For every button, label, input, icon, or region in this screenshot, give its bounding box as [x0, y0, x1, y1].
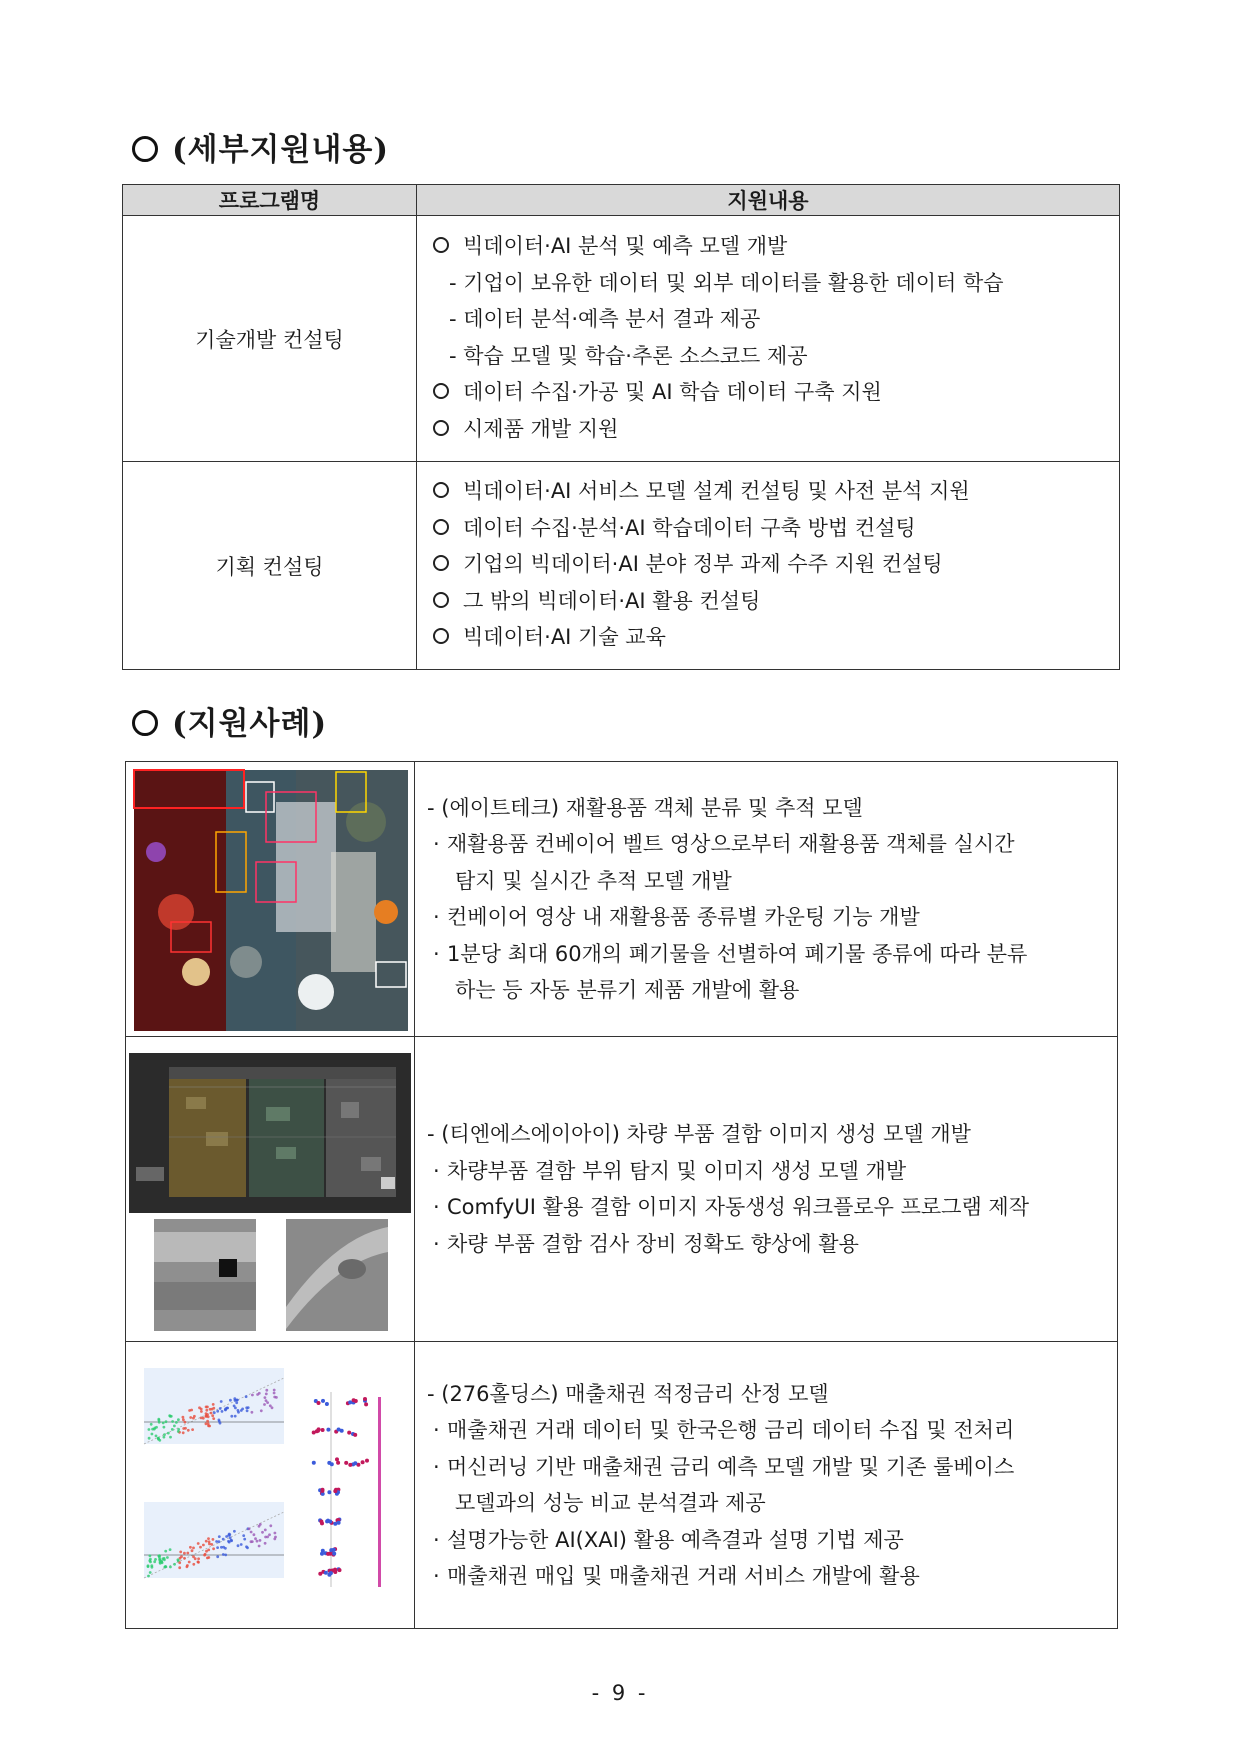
decorative-dot [157, 1555, 160, 1558]
dot-bullet-icon: · [433, 1195, 440, 1219]
decorative-dot [215, 1540, 218, 1543]
list-item-text: 데이터 수집·분석·AI 학습데이터 구축 방법 컨설팅 [463, 515, 916, 540]
ring-bullet-icon [433, 628, 449, 644]
decorative-dot [189, 1416, 192, 1419]
decorative-dot [211, 1408, 214, 1411]
decorative-dot [197, 1542, 200, 1545]
decorative-dot [235, 1401, 238, 1404]
decorative-dot [169, 1548, 172, 1551]
decorative-dot [324, 1571, 328, 1575]
decorative-dot [219, 1422, 222, 1425]
decorative-dot [250, 1531, 253, 1534]
case-description [415, 762, 1118, 1037]
decorative-dot [216, 1410, 219, 1413]
decorative-dot [171, 1420, 174, 1423]
decorative-dot [236, 1399, 239, 1402]
decorative-dot [149, 1554, 152, 1557]
decorative-dot [188, 1561, 191, 1564]
decorative-dot [205, 1540, 208, 1543]
case-detail-continuation: 모델과의 성능 비교 분석결과 제공 [455, 1491, 766, 1515]
decorative-dot [167, 1432, 170, 1435]
decorative-dot [317, 1401, 321, 1405]
decorative-dot [168, 1414, 171, 1417]
decorative-dot [241, 1408, 244, 1411]
decorative-dot [256, 1393, 259, 1396]
decorative-dot [338, 1568, 342, 1572]
decorative-dot [265, 1393, 268, 1396]
sub-item: - 학습 모델 및 학습·추론 소스코드 제공 [449, 343, 808, 368]
decorative-dot [173, 1425, 176, 1428]
decorative-dot [248, 1527, 251, 1530]
decorative-dot [234, 1415, 237, 1418]
decorative-dot [197, 1561, 200, 1564]
decorative-dot [173, 1563, 176, 1566]
decorative-dot [155, 1435, 158, 1438]
decorative-dot [148, 1437, 151, 1440]
table-row [126, 1342, 1118, 1629]
dot-bullet-icon: · [433, 1564, 440, 1588]
dot-bullet-icon: · [433, 1418, 440, 1442]
decorative-dot [274, 1536, 277, 1539]
ring-bullet-icon [433, 482, 449, 498]
decorative-dot [328, 1520, 332, 1524]
decorative-dot [186, 1552, 189, 1555]
case-image-cell [126, 762, 415, 1037]
decorative-dot [206, 1420, 209, 1423]
decorative-dot [162, 1422, 165, 1425]
decorative-dot [259, 1539, 262, 1542]
decorative-dot [321, 1488, 325, 1492]
case-detail [427, 899, 1107, 936]
decorative-dot [264, 1529, 267, 1532]
decorative-dot [269, 1404, 272, 1407]
recycling-detection-image [126, 762, 414, 1034]
decorative-dot [164, 1565, 167, 1568]
decorative-dot [229, 1399, 232, 1402]
heading-text: (세부지원내용) [172, 132, 390, 168]
list-item-text: 그 밖의 빅데이터·AI 활용 컨설팅 [463, 588, 761, 613]
dot-bullet-icon: · [433, 905, 440, 929]
case-title: - (에이트테크) 재활용품 객체 분류 및 추적 모델 [427, 795, 863, 820]
decorative-dot [273, 1392, 276, 1395]
list-item-text: 빅데이터·AI 분석 및 예측 모델 개발 [463, 234, 788, 258]
decorative-dot [218, 1535, 221, 1538]
decorative-dot [210, 1543, 213, 1546]
dot-bullet-icon: · [433, 1158, 440, 1183]
decorative-dot [151, 1433, 154, 1436]
list-item-text: 데이터 수집·가공 및 AI 학습 데이터 구축 지원 [463, 380, 882, 404]
support-content [417, 216, 1120, 462]
decorative-dot [200, 1410, 203, 1413]
decorative-dot [213, 1411, 216, 1414]
decorative-dot [335, 1457, 339, 1461]
case-detail-text: 머신러닝 기반 매출채권 금리 예측 모델 개발 및 기존 룰베이스 [447, 1454, 1015, 1479]
decorative-dot [220, 1400, 223, 1403]
decorative-dot [222, 1553, 225, 1556]
decorative-dot [246, 1409, 249, 1412]
decorative-dot [148, 1428, 151, 1431]
decorative-dot [182, 1416, 185, 1419]
ring-bullet-icon [433, 519, 449, 535]
decorative-dot [169, 1436, 172, 1439]
decorative-dot [192, 1417, 195, 1420]
decorative-dot [227, 1534, 230, 1537]
case-detail-text: ComfyUI 활용 결함 이미지 자동생성 워크플로우 프로그램 제작 [447, 1195, 1030, 1219]
decorative-dot [179, 1551, 182, 1554]
table-header-row [123, 185, 1120, 216]
decorative-dot [251, 1394, 254, 1397]
decorative-dot [321, 1399, 325, 1403]
decorative-dot [264, 1542, 267, 1545]
decorative-dot [169, 1566, 172, 1569]
decorative-dot [326, 1428, 330, 1432]
case-detail-text: 설명가능한 AI(XAI) 활용 예측결과 설명 기법 제공 [447, 1527, 904, 1552]
support-content [417, 462, 1120, 670]
decorative-dot [237, 1411, 240, 1414]
case-detail [427, 1153, 1107, 1190]
decorative-dot [192, 1555, 195, 1558]
decorative-dot [224, 1554, 227, 1557]
decorative-dot [163, 1426, 166, 1429]
decorative-dot [264, 1396, 267, 1399]
case-detail [427, 1189, 1107, 1226]
dot-bullet-icon: · [433, 1231, 440, 1256]
decorative-dot [245, 1406, 248, 1409]
decorative-dot [197, 1557, 200, 1560]
decorative-dot [325, 1402, 329, 1406]
decorative-dot [318, 1572, 322, 1576]
header-content: 지원내용 [417, 185, 1120, 216]
decorative-dot [317, 1427, 321, 1431]
decorative-dot [253, 1533, 256, 1536]
case-detail-continuation: 하는 등 자동 분류기 제품 개발에 활용 [455, 978, 800, 1002]
decorative-dot [178, 1566, 181, 1569]
dot-bullet-icon: · [433, 1454, 440, 1479]
case-detail [427, 1449, 1107, 1486]
decorative-dot [159, 1562, 162, 1565]
ring-bullet-icon [433, 420, 449, 436]
decorative-dot [171, 1428, 174, 1431]
case-description [415, 1342, 1118, 1629]
decorative-dot [216, 1546, 219, 1549]
case-detail-continuation: 탐지 및 실시간 추적 모델 개발 [455, 868, 732, 893]
decorative-dot [175, 1421, 178, 1424]
decorative-dot [207, 1537, 210, 1540]
decorative-dot [337, 1428, 341, 1432]
decorative-dot [212, 1403, 215, 1406]
decorative-dot [205, 1550, 208, 1553]
decorative-dot [321, 1428, 325, 1432]
decorative-dot [205, 1409, 208, 1412]
decorative-dot [207, 1415, 210, 1418]
decorative-dot [273, 1396, 276, 1399]
decorative-dot [332, 1552, 336, 1556]
decorative-dot [243, 1538, 246, 1541]
decorative-dot [268, 1533, 271, 1536]
page-number: - 9 - [591, 1681, 649, 1705]
decorative-dot [177, 1558, 180, 1561]
decorative-dot [164, 1550, 167, 1553]
case-detail [427, 1412, 1107, 1449]
decorative-dot [157, 1437, 160, 1440]
decorative-dot [216, 1555, 219, 1558]
decorative-dot [182, 1427, 185, 1430]
list-item [431, 473, 1105, 510]
decorative-dot [228, 1541, 231, 1544]
circle-bullet-icon [132, 710, 158, 736]
decorative-dot [177, 1418, 180, 1421]
support-cases-table [125, 761, 1118, 1629]
decorative-dot [199, 1546, 202, 1549]
decorative-dot [219, 1407, 222, 1410]
decorative-dot [233, 1530, 236, 1533]
decorative-dot [240, 1543, 243, 1546]
decorative-dot [222, 1546, 225, 1549]
decorative-dot [361, 1460, 365, 1464]
decorative-dot [192, 1547, 195, 1550]
decorative-dot [336, 1461, 340, 1465]
list-item [431, 619, 1105, 656]
decorative-dot [208, 1425, 211, 1428]
decorative-dot [260, 1409, 263, 1412]
decorative-dot [154, 1558, 157, 1561]
decorative-dot [337, 1521, 341, 1525]
decorative-dot [182, 1418, 185, 1421]
circle-bullet-icon [132, 136, 158, 162]
decorative-dot [222, 1538, 225, 1541]
decorative-dot [202, 1544, 205, 1547]
decorative-dot [320, 1521, 324, 1525]
decorative-dot [191, 1549, 194, 1552]
case-detail [427, 1226, 1107, 1263]
decorative-dot [182, 1431, 185, 1434]
list-item [431, 546, 1105, 583]
decorative-dot [178, 1561, 181, 1564]
decorative-dot [158, 1421, 161, 1424]
section-heading-detail [132, 124, 389, 169]
sub-item: - 데이터 분석·예측 분서 결과 제공 [449, 307, 761, 331]
decorative-dot [151, 1428, 154, 1431]
decorative-dot [183, 1557, 186, 1560]
case-detail-text: 컨베이어 영상 내 재활용품 종류별 카운팅 기능 개발 [447, 905, 920, 929]
decorative-dot [250, 1540, 253, 1543]
decorative-dot [348, 1400, 352, 1404]
decorative-dot [263, 1403, 266, 1406]
case-detail [427, 1522, 1107, 1559]
decorative-dot [166, 1556, 169, 1559]
decorative-dot [329, 1571, 333, 1575]
dot-bullet-icon: · [433, 941, 440, 966]
case-detail [427, 1558, 1107, 1595]
case-detail-text: 재활용품 컨베이어 벨트 영상으로부터 재활용품 객체를 실시간 [447, 832, 1015, 856]
decorative-dot [274, 1532, 277, 1535]
decorative-dot [234, 1399, 237, 1402]
decorative-dot [353, 1433, 357, 1437]
decorative-dot [198, 1406, 201, 1409]
decorative-dot [147, 1564, 150, 1567]
decorative-dot [261, 1531, 264, 1534]
decorative-dot [208, 1543, 211, 1546]
case-image-cell [126, 1037, 415, 1342]
defect-image-generation [126, 1037, 414, 1339]
decorative-dot [365, 1459, 369, 1463]
decorative-dot [149, 1558, 152, 1561]
list-item-text: 빅데이터·AI 서비스 모델 설계 컨설팅 및 사전 분석 지원 [463, 479, 970, 504]
list-item-text: 시제품 개발 지원 [463, 416, 619, 441]
table-row [126, 762, 1118, 1037]
decorative-dot [189, 1546, 192, 1549]
decorative-dot [258, 1545, 261, 1548]
decorative-dot [212, 1547, 215, 1550]
decorative-dot [312, 1461, 316, 1465]
decorative-dot [273, 1389, 276, 1392]
decorative-dot [347, 1431, 351, 1435]
decorative-dot [329, 1548, 333, 1552]
decorative-dot [180, 1555, 183, 1558]
decorative-dot [333, 1570, 337, 1574]
case-title: - (276홀딩스) 매출채권 적정금리 산정 모델 [427, 1381, 829, 1406]
decorative-dot [245, 1545, 248, 1548]
case-detail [427, 936, 1107, 973]
decorative-dot [184, 1421, 187, 1424]
sub-item: - 기업이 보유한 데이터 및 외부 데이터를 활용한 데이터 학습 [449, 270, 1004, 295]
decorative-dot [258, 1525, 261, 1528]
decorative-dot [230, 1539, 233, 1542]
decorative-dot [326, 1552, 330, 1556]
decorative-dot [265, 1389, 268, 1392]
decorative-dot [352, 1398, 356, 1402]
list-item [431, 228, 1105, 265]
decorative-dot [150, 1423, 153, 1426]
decorative-dot [320, 1552, 324, 1556]
decorative-dot [221, 1410, 224, 1413]
decorative-dot [364, 1402, 368, 1406]
interest-rate-scatter-plots [126, 1342, 414, 1626]
section-heading-cases [132, 698, 327, 743]
decorative-dot [233, 1405, 236, 1408]
decorative-dot [205, 1406, 208, 1409]
ring-bullet-icon [433, 237, 449, 253]
case-detail [427, 826, 1107, 863]
ring-bullet-icon [433, 383, 449, 399]
decorative-dot [207, 1556, 210, 1559]
decorative-dot [242, 1534, 245, 1537]
decorative-dot [211, 1414, 214, 1417]
decorative-dot [151, 1566, 154, 1569]
list-item [431, 411, 1105, 448]
decorative-dot [183, 1552, 186, 1555]
program-name: 기획 컨설팅 [123, 462, 417, 670]
decorative-dot [226, 1407, 229, 1410]
decorative-dot [327, 1490, 331, 1494]
list-item-text: 빅데이터·AI 기술 교육 [463, 625, 666, 650]
decorative-dot [192, 1563, 195, 1566]
list-item [431, 583, 1105, 620]
decorative-dot [266, 1536, 269, 1539]
decorative-dot [330, 1462, 334, 1466]
case-detail-text: 매출채권 매입 및 매출채권 거래 서비스 개발에 활용 [447, 1564, 920, 1588]
decorative-dot [229, 1536, 232, 1539]
decorative-dot [265, 1399, 268, 1402]
decorative-dot [177, 1428, 180, 1431]
decorative-dot [200, 1417, 203, 1420]
header-program: 프로그램명 [123, 185, 417, 216]
ring-bullet-icon [433, 592, 449, 608]
case-description [415, 1037, 1118, 1342]
decorative-dot [254, 1537, 257, 1540]
decorative-dot [344, 1461, 348, 1465]
case-detail-text: 매출채권 거래 데이터 및 한국은행 금리 데이터 수집 및 전처리 [447, 1418, 1015, 1442]
decorative-dot [269, 1524, 272, 1527]
heading-text: (지원사례) [172, 706, 328, 742]
decorative-dot [191, 1428, 194, 1431]
decorative-dot [333, 1489, 337, 1493]
decorative-dot [230, 1415, 233, 1418]
decorative-dot [256, 1540, 259, 1543]
ring-bullet-icon [433, 555, 449, 571]
decorative-dot [212, 1538, 215, 1541]
decorative-dot [348, 1463, 352, 1467]
table-row [126, 1037, 1118, 1342]
decorative-dot [186, 1565, 189, 1568]
list-item [431, 510, 1105, 547]
decorative-dot [312, 1431, 316, 1435]
decorative-dot [163, 1436, 166, 1439]
decorative-dot [163, 1433, 166, 1436]
case-detail-text: 차량 부품 결함 검사 장비 정확도 향상에 활용 [447, 1231, 859, 1256]
decorative-dot [210, 1412, 213, 1415]
case-title: - (티엔에스에이아이) 차량 부품 결함 이미지 생성 모델 개발 [427, 1122, 971, 1146]
decorative-dot [187, 1429, 190, 1432]
dot-bullet-icon: · [433, 1527, 440, 1552]
list-item [431, 374, 1105, 411]
case-image-cell [126, 1342, 415, 1629]
dot-bullet-icon: · [433, 832, 440, 856]
case-detail-text: 1분당 최대 60개의 폐기물을 선별하여 폐기물 종류에 따라 분류 [447, 941, 1028, 966]
decorative-dot [251, 1411, 254, 1414]
table-row [123, 216, 1120, 462]
decorative-dot [245, 1395, 248, 1398]
decorative-dot [149, 1571, 152, 1574]
decorative-dot [165, 1420, 168, 1423]
decorative-dot [212, 1417, 215, 1420]
support-detail-table [122, 184, 1120, 670]
decorative-dot [205, 1412, 208, 1415]
decorative-dot [237, 1544, 240, 1547]
case-detail-text: 차량부품 결함 부위 탐지 및 이미지 생성 모델 개발 [447, 1158, 907, 1183]
decorative-dot [190, 1409, 193, 1412]
decorative-dot [147, 1575, 150, 1578]
decorative-dot [363, 1397, 367, 1401]
table-row [123, 462, 1120, 670]
program-name: 기술개발 컨설팅 [123, 216, 417, 462]
decorative-dot [203, 1554, 206, 1557]
list-item-text: 기업의 빅데이터·AI 분야 정부 과제 수주 지원 컨설팅 [463, 552, 943, 577]
